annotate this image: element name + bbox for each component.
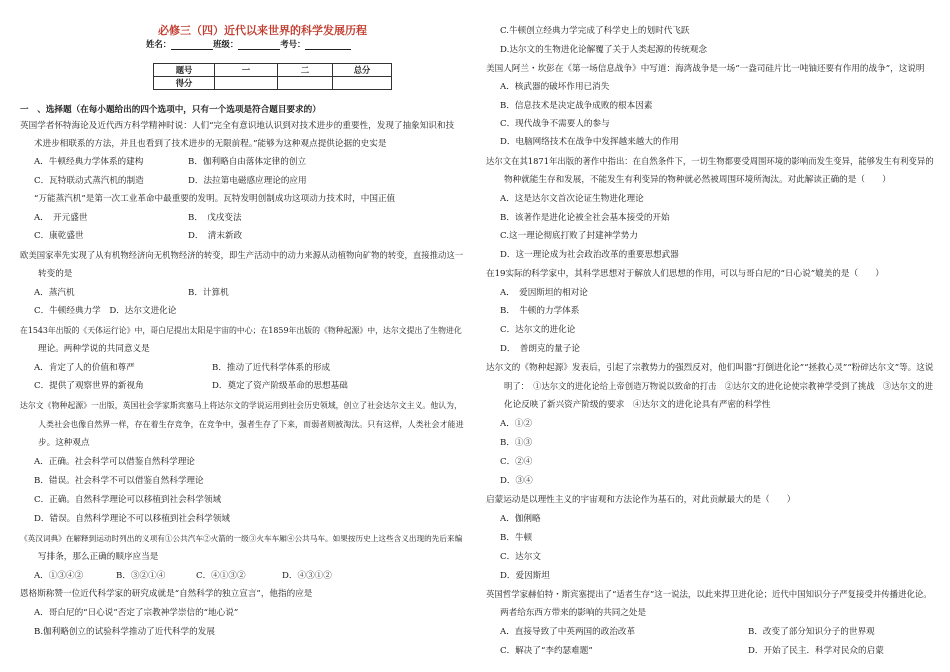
question-4-stem-cont: 理论。两种学说的共同意义是 bbox=[38, 344, 150, 354]
q4-option-d[interactable]: D．奠定了资产阶级革命的思想基础 bbox=[212, 381, 348, 391]
q8-option-d[interactable]: D．电脑网络技术在战争中发挥越来越大的作用 bbox=[500, 137, 679, 147]
q2-option-a[interactable]: A． 开元盛世 bbox=[34, 213, 88, 223]
q6-option-b[interactable]: B．③②①④ bbox=[116, 571, 166, 581]
question-11-stem-cont: 明了： ①达尔文的进化论给上帝创造万物说以致命的打击 ②达尔文的进化论使宗教神学受到了挑战 ③达尔文的进 bbox=[504, 381, 933, 391]
exam-no-blank[interactable] bbox=[305, 40, 351, 50]
score-table-header-row bbox=[154, 64, 392, 77]
q11-option-b[interactable]: B．①③ bbox=[500, 438, 533, 448]
q3-option-a[interactable]: A．蒸汽机 bbox=[34, 288, 75, 298]
question-3-stem-cont: 转变的是 bbox=[38, 269, 73, 279]
q13-option-d[interactable]: D．开始了民主．科学对民众的启蒙 bbox=[748, 646, 884, 656]
question-5-stem: 达尔文《物种起源》一出版，英国社会学家斯宾塞马上将达尔文的学说运用到社会历史领域，创立了社会达尔文主义。他认为， bbox=[20, 401, 462, 410]
q3-option-b[interactable]: B．计算机 bbox=[188, 288, 229, 298]
question-10-stem: 在19实际的科学家中，其科学思想对于解放人们思想的作用，可以与哥白尼的“日心说”媲美的是（ ） bbox=[486, 269, 884, 279]
score-table-cell: 题号 bbox=[154, 64, 215, 77]
q12-option-c[interactable]: C．达尔文 bbox=[500, 552, 541, 562]
q1-option-a[interactable]: A．牛顿经典力学体系的建构 bbox=[34, 157, 144, 167]
q12-option-b[interactable]: B．牛顿 bbox=[500, 533, 533, 543]
question-7-stem: 恩格斯称赞一位近代科学家的研究成就是“自然科学的独立宣言”，他指的应是 bbox=[20, 589, 313, 599]
exam-no-label: 考号： bbox=[280, 39, 306, 49]
q12-option-d[interactable]: D．爱因斯坦 bbox=[500, 571, 550, 581]
class-blank[interactable] bbox=[238, 40, 280, 50]
q10-option-d[interactable]: D． 普朗克的量子论 bbox=[500, 344, 580, 354]
q9-option-a[interactable]: A．这是达尔文首次论证生物进化理论 bbox=[500, 194, 644, 204]
question-4-stem: 在1543年出版的《天体运行论》中，哥白尼提出太阳是宇宙的中心；在1859年出版的《物种起源》中，达尔文提出了生物进化 bbox=[20, 326, 462, 335]
question-1-stem-cont: 术进步相联系的方法，并且也看到了技术进步的无限前程。”能够为这种观点提供论据的史实是 bbox=[34, 139, 387, 149]
class-label: 班级： bbox=[213, 39, 239, 49]
q8-option-b[interactable]: B．信息技术是决定战争成败的根本因素 bbox=[500, 101, 653, 111]
q13-option-a[interactable]: A．直接导致了中英两国的政治改革 bbox=[500, 627, 636, 637]
name-blank[interactable] bbox=[171, 40, 213, 50]
q5-option-a[interactable]: A．正确。社会科学可以借鉴自然科学理论 bbox=[34, 457, 195, 467]
q2-option-c[interactable]: C．康乾盛世 bbox=[34, 231, 84, 241]
q10-option-c[interactable]: C．达尔文的进化论 bbox=[500, 325, 576, 335]
question-6-stem: 《英汉词典》在解释到运动时列出的义项有①公共汽车②火箭的一级③火车车厢④公共马车。如果按历史上这些含义出现的先后来编 bbox=[20, 534, 463, 543]
q12-option-a[interactable]: A．伽俐略 bbox=[500, 514, 541, 524]
question-9-stem-cont: 物种就能生存和发展，不能发生有利变异的物种就必然被周围环境所淘汰。对此解读正确的是（ ） bbox=[504, 175, 891, 185]
score-input-cell[interactable] bbox=[333, 77, 392, 90]
q7-option-d[interactable]: D.达尔文的生物进化论解覆了关于人类起源的传统观念 bbox=[500, 45, 707, 55]
question-11-stem-cont2: 化论反映了新兴资产阶级的要求 ④达尔文的进化论具有严密的科学性 bbox=[504, 400, 771, 410]
q4-option-b[interactable]: B．推动了近代科学体系的形成 bbox=[212, 363, 331, 373]
q9-option-d[interactable]: D．这一理论成为社会政治改革的重要思想武器 bbox=[500, 250, 679, 260]
q11-option-c[interactable]: C．②④ bbox=[500, 457, 533, 467]
q5-option-b[interactable]: B．错误。社会科学不可以借鉴自然科学理论 bbox=[34, 476, 204, 486]
question-6-stem-cont: 写排条，那么正确的顺序应当是 bbox=[38, 552, 159, 562]
question-9-stem: 达尔文在其1871年出版的著作中指出：在自然条件下，一切生物都要受周围环境的影响而发生变异，能够发生有利变异的 bbox=[486, 156, 934, 166]
q8-option-c[interactable]: C．现代战争不需要人的参与 bbox=[500, 119, 610, 129]
question-5-stem-cont2: 步。这种观点 bbox=[38, 438, 90, 448]
q11-option-a[interactable]: A．①② bbox=[500, 419, 532, 429]
q5-option-c[interactable]: C．正确。自然科学理论可以移植到社会科学领域 bbox=[34, 495, 222, 505]
q13-option-c[interactable]: C．解决了“李约瑟难题” bbox=[500, 646, 593, 656]
q7-option-c[interactable]: C.牛顿创立经典力学完成了科学史上的划时代飞跃 bbox=[500, 26, 690, 36]
score-table-cell: 总分 bbox=[333, 64, 392, 77]
q2-option-b[interactable]: B． 戊戌变法 bbox=[188, 213, 242, 223]
question-13-stem: 英国哲学家赫伯特・斯宾塞提出了“适者生存”这一说法，以此来捍卫进化论；近代中国知识分子严复接受并传播进化论。 bbox=[486, 589, 932, 599]
question-13-stem-cont: 两者给东西方带来的影响的共同之处是 bbox=[500, 608, 647, 618]
q7-option-a[interactable]: A．哥白尼的“日心说”否定了宗教神学崇信的“地心说” bbox=[34, 608, 239, 618]
q4-option-c[interactable]: C．提供了观察世界的新视角 bbox=[34, 381, 144, 391]
score-table bbox=[153, 63, 392, 90]
q9-option-c[interactable]: C.这一理论彻底打败了封建神学势力 bbox=[500, 231, 638, 241]
q13-option-b[interactable]: B．改变了部分知识分子的世界观 bbox=[748, 627, 875, 637]
q3-option-cd[interactable]: C．牛顿经典力学 D．达尔文进化论 bbox=[34, 306, 177, 316]
question-1-stem: 英国学者怀特海论及近代西方科学精神时说：人们“完全有意识地认识到对技术进步的重要性，发现了抽象知识和技 bbox=[20, 121, 455, 131]
question-5-stem-cont: 人类社会也像自然界一样，存在着生存竞争，在竞争中，强者生存了下来，而弱者则被淘汰。只有这样，人类社会才能进 bbox=[38, 420, 464, 429]
question-2-stem: “万能蒸汽机”是第一次工业革命中最重要的发明。瓦特发明创制成功这项动力技术时，中国正值 bbox=[34, 194, 396, 204]
q1-option-b[interactable]: B．伽利略自由落体定律的创立 bbox=[188, 157, 307, 167]
section-heading: 一 、选择题（在每小题给出的四个选项中，只有一个选项是符合题目要求的） bbox=[20, 105, 321, 115]
score-table-cell: 得分 bbox=[154, 77, 215, 90]
student-info-line bbox=[146, 38, 351, 50]
q6-option-c[interactable]: C．④①③② bbox=[196, 571, 246, 581]
q4-option-a[interactable]: A．肯定了人的价值和尊严 bbox=[34, 363, 135, 373]
score-input-cell[interactable] bbox=[215, 77, 278, 90]
question-12-stem: 启蒙运动是以理性主义的宇宙观和方法论作为基石的，对此贡献最大的是（ ） bbox=[486, 495, 796, 505]
score-table-score-row bbox=[154, 77, 392, 90]
q10-option-b[interactable]: B． 牛顿的力学体系 bbox=[500, 306, 580, 316]
question-8-stem: 美国人阿兰・坎彭在《第一场信息战争》中写道：海湾战争是一场“一盎司硅片比一吨铀还要有作用的战争”，这说明 bbox=[486, 64, 925, 74]
question-3-stem: 欧美国家率先实现了从有机物经济向无机物经济的转变，即生产活动中的动力来源从动植物向矿物的转变，直接推动这一 bbox=[20, 250, 464, 260]
question-11-stem: 达尔文的《物种起源》发表后，引起了宗教势力的强烈反对，他们叫嚣“打倒进化论”“拯救心灵”“粉碎达尔文”等。这说 bbox=[486, 363, 934, 373]
q6-option-a[interactable]: A．①③④② bbox=[34, 571, 84, 581]
q11-option-d[interactable]: D．③④ bbox=[500, 476, 533, 486]
name-label: 姓名： bbox=[146, 39, 172, 49]
score-table-cell: 一 bbox=[215, 64, 278, 77]
q5-option-d[interactable]: D．错误。自然科学理论不可以移植到社会科学领域 bbox=[34, 514, 230, 524]
q2-option-d[interactable]: D． 清末新政 bbox=[188, 231, 243, 241]
score-table-cell: 二 bbox=[278, 64, 333, 77]
q1-option-d[interactable]: D．法拉第电磁感应理论的应用 bbox=[188, 176, 307, 186]
q6-option-d[interactable]: D．④③①② bbox=[282, 571, 332, 581]
q9-option-b[interactable]: B．该著作是进化论被全社会基本接受的开始 bbox=[500, 213, 670, 223]
q7-option-b[interactable]: B.伽利略创立的试验科学推动了近代科学的发展 bbox=[34, 627, 215, 637]
score-input-cell[interactable] bbox=[278, 77, 333, 90]
page-title: 必修三（四）近代以来世界的科学发展历程 bbox=[158, 24, 367, 37]
q8-option-a[interactable]: A．核武器的破坏作用已消失 bbox=[500, 82, 610, 92]
q1-option-c[interactable]: C．瓦特联动式蒸汽机的制造 bbox=[34, 176, 144, 186]
q10-option-a[interactable]: A． 爱因斯坦的相对论 bbox=[500, 288, 588, 298]
